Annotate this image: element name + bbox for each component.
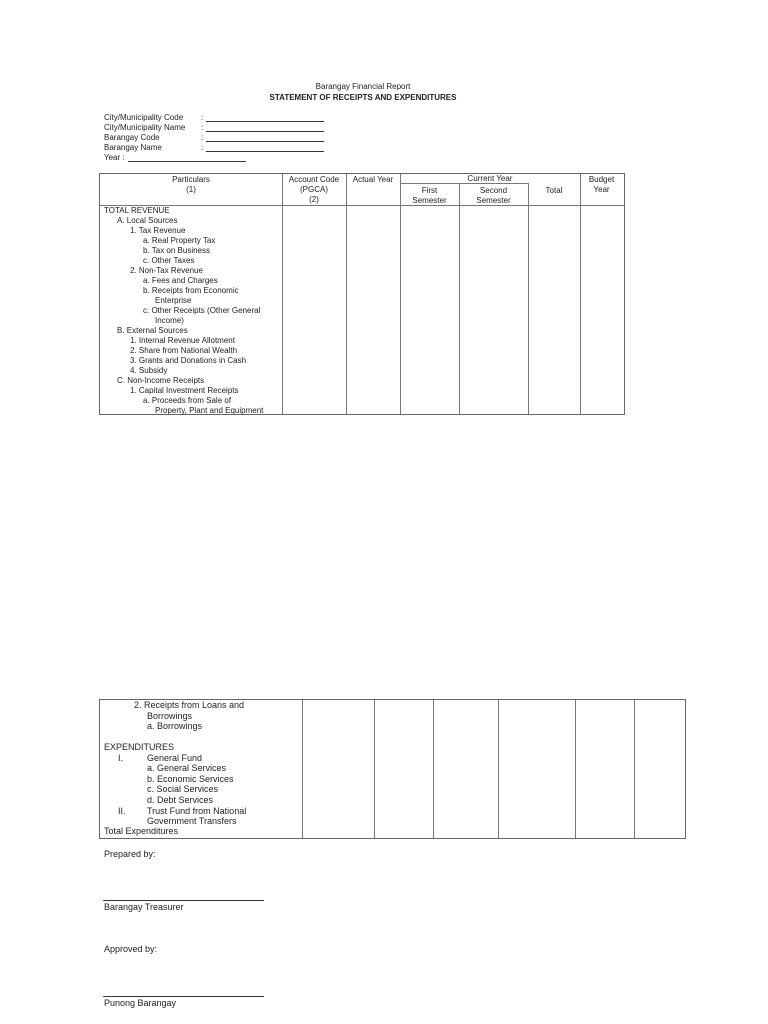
table-row: Income) <box>155 316 184 325</box>
table-row: General Fund <box>147 753 203 763</box>
field-line-barangay-code[interactable] <box>206 141 324 142</box>
col-total: Total <box>545 186 563 195</box>
field-label-city-name: City/Municipality Name <box>104 123 186 132</box>
table-row: I. <box>118 753 124 763</box>
report-title: Barangay Financial Report <box>315 82 411 91</box>
table-row: Enterprise <box>155 296 192 305</box>
table-row: TOTAL REVENUE <box>104 206 170 215</box>
field-colon: : <box>201 113 204 122</box>
field-label-city-code: City/Municipality Code <box>104 113 184 122</box>
treasurer-label: Barangay Treasurer <box>104 902 184 912</box>
col-particulars-num: (1) <box>186 185 196 194</box>
punong-label: Punong Barangay <box>104 998 177 1008</box>
punong-signature-line[interactable] <box>103 996 264 997</box>
table-row: a. Proceeds from Sale of <box>143 396 232 405</box>
approved-by-label: Approved by: <box>104 944 158 954</box>
table-row: C. Non-Income Receipts <box>117 376 205 385</box>
col-account-code-sub: (PGCA) <box>300 185 328 194</box>
table-row: b. Tax on Business <box>143 246 211 255</box>
col-first-semester: First <box>421 186 438 195</box>
table-row: 1. Tax Revenue <box>130 226 186 235</box>
table-row: A. Local Sources <box>117 216 178 225</box>
table-row: d. Debt Services <box>147 795 214 805</box>
table-row: 2. Share from National Wealth <box>130 346 238 355</box>
field-label-year: Year : <box>104 153 125 162</box>
table-row: Total Expenditures <box>104 826 179 836</box>
col-account-code: Account Code <box>288 175 340 184</box>
table-row: a. Borrowings <box>147 721 203 731</box>
field-colon: : <box>201 123 204 132</box>
col-particulars: Particulars <box>172 175 210 184</box>
report-subtitle: STATEMENT OF RECEIPTS AND EXPENDITURES <box>269 93 457 102</box>
prepared-by-label: Prepared by: <box>104 849 156 859</box>
table-header-divider <box>100 205 624 206</box>
field-colon: : <box>201 133 204 142</box>
field-label-barangay-name: Barangay Name <box>104 143 162 152</box>
table-row: Borrowings <box>147 711 193 721</box>
table-row: b. Economic Services <box>147 774 234 784</box>
table-row: 1. Capital Investment Receipts <box>130 386 239 395</box>
table-row: b. Receipts from Economic <box>143 286 239 295</box>
table-row: 2. Non-Tax Revenue <box>130 266 203 275</box>
table-row: 3. Grants and Donations in Cash <box>130 356 247 365</box>
field-line-city-code[interactable] <box>206 121 324 122</box>
treasurer-signature-line[interactable] <box>103 900 264 901</box>
field-line-year[interactable] <box>128 161 246 162</box>
table-row: 1. Internal Revenue Allotment <box>130 336 235 345</box>
table-row: Government Transfers <box>147 816 237 826</box>
field-colon: : <box>201 143 204 152</box>
table-row: a. General Services <box>147 763 227 773</box>
col-second-semester: Second <box>479 186 508 195</box>
table-row: 2. Receipts from Loans and <box>134 700 245 710</box>
table-row: 4. Subsidy <box>130 366 168 375</box>
col-account-code-num: (2) <box>309 195 319 204</box>
field-label-barangay-code: Barangay Code <box>104 133 160 142</box>
table-row: c. Other Taxes <box>143 256 195 265</box>
field-line-city-name[interactable] <box>206 131 324 132</box>
table-row: Trust Fund from National <box>147 806 247 816</box>
table-row: B. External Sources <box>117 326 188 335</box>
table-row: EXPENDITURES <box>104 742 175 752</box>
col-actual-year: Actual Year <box>352 175 394 184</box>
col-current-year: Current Year <box>467 174 513 183</box>
table-row: II. <box>118 806 126 816</box>
table-row: Property, Plant and Equipment <box>155 406 264 415</box>
col-budget-year: Budget <box>588 175 615 184</box>
field-line-barangay-name[interactable] <box>206 151 324 152</box>
table-row: a. Fees and Charges <box>143 276 218 285</box>
table-row: c. Social Services <box>147 784 219 794</box>
table-row: a. Real Property Tax <box>143 236 216 245</box>
table-row: c. Other Receipts (Other General <box>143 306 261 315</box>
